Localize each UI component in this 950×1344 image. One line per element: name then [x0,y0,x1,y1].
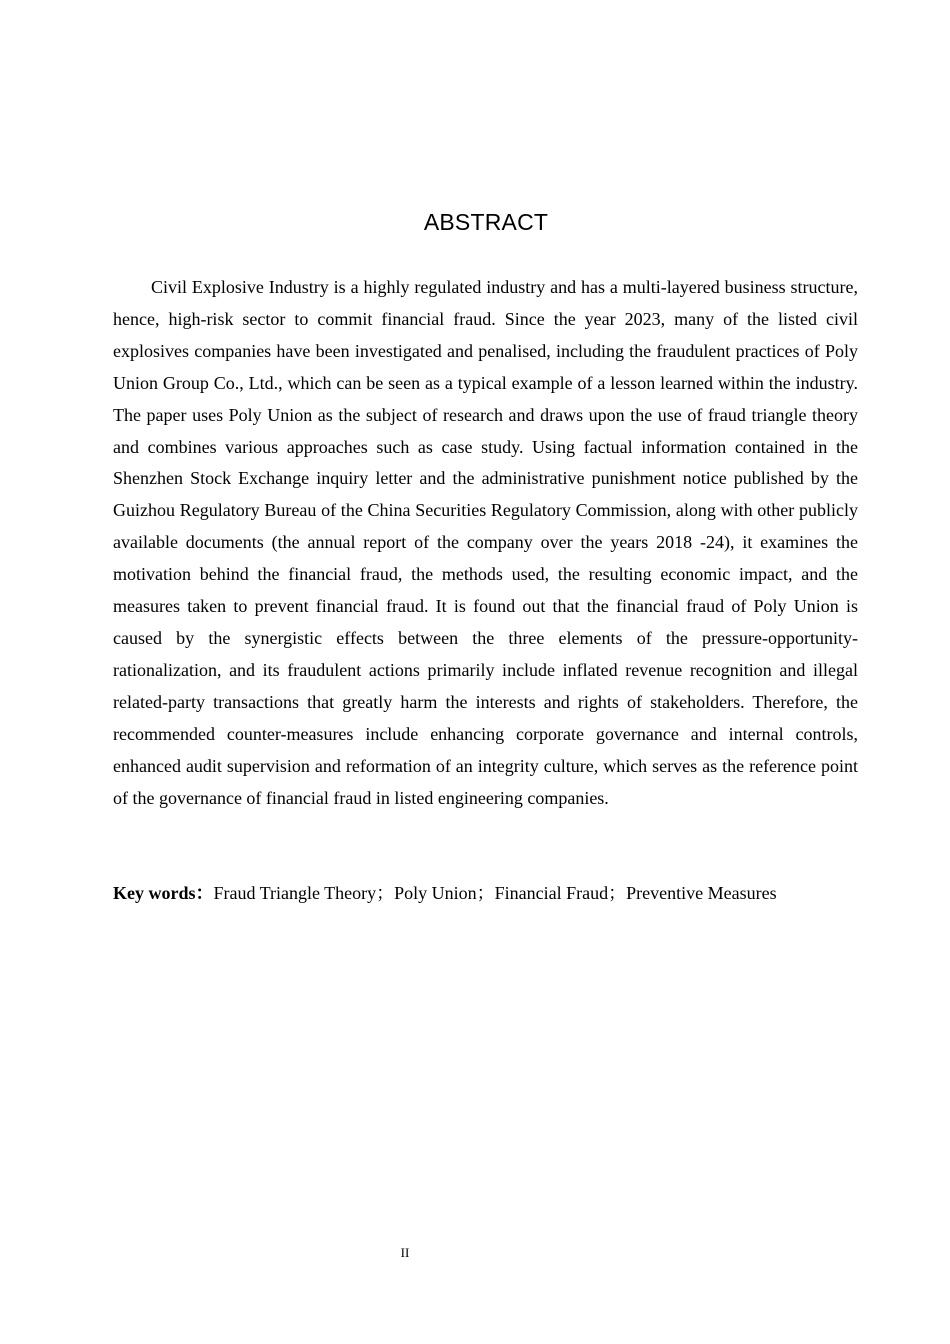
keywords-list: Fraud Triangle Theory；Poly Union；Financial Fraud；Preventive Measures [213,883,777,903]
abstract-title: ABSTRACT [423,209,549,235]
keywords-label: Key words： [113,883,214,903]
abstract-paragraph: Civil Explosive Industry is a highly regulated industry and has a multi-layered business structure, hence, high-risk sector to commit financial fraud. Since the year 2023, many of the listed civil explosives companies have been investigated and penalised, including the fraudulent practices of Poly Union Group Co., Ltd., which can be seen as a typical example of a lesson learned within the industry. The paper uses Poly Union as the subject of research and draws upon the use of fraud triangle theory and combines various approaches such as case study. Using factual information contained in the Shenzhen Stock Exchange inquiry letter and the administrative punishment notice published by the Guizhou Regulatory Bureau of the China Securities Regulatory Commission, along with other publicly available documents (the annual report of the company over the years 2018 -24), it examines the motivation behind the financial fraud, the methods used, the resulting economic impact, and the measures taken to prevent financial fraud. It is found out that the financial fraud of Poly Union is caused by the synergistic effects between the three elements of the pressure-opportunity-rationalization, and its fraudulent actions primarily include inflated revenue recognition and illegal related-party transactions that greatly harm the interests and rights of stakeholders. Therefore, the recommended counter-measures include enhancing corporate governance and internal controls, enhanced audit supervision and reformation of an integrity culture, which serves as the reference point of the governance of financial fraud in listed engineering companies. [113,277,858,808]
page-number: II [400,1245,410,1260]
keywords-line [113,878,858,910]
